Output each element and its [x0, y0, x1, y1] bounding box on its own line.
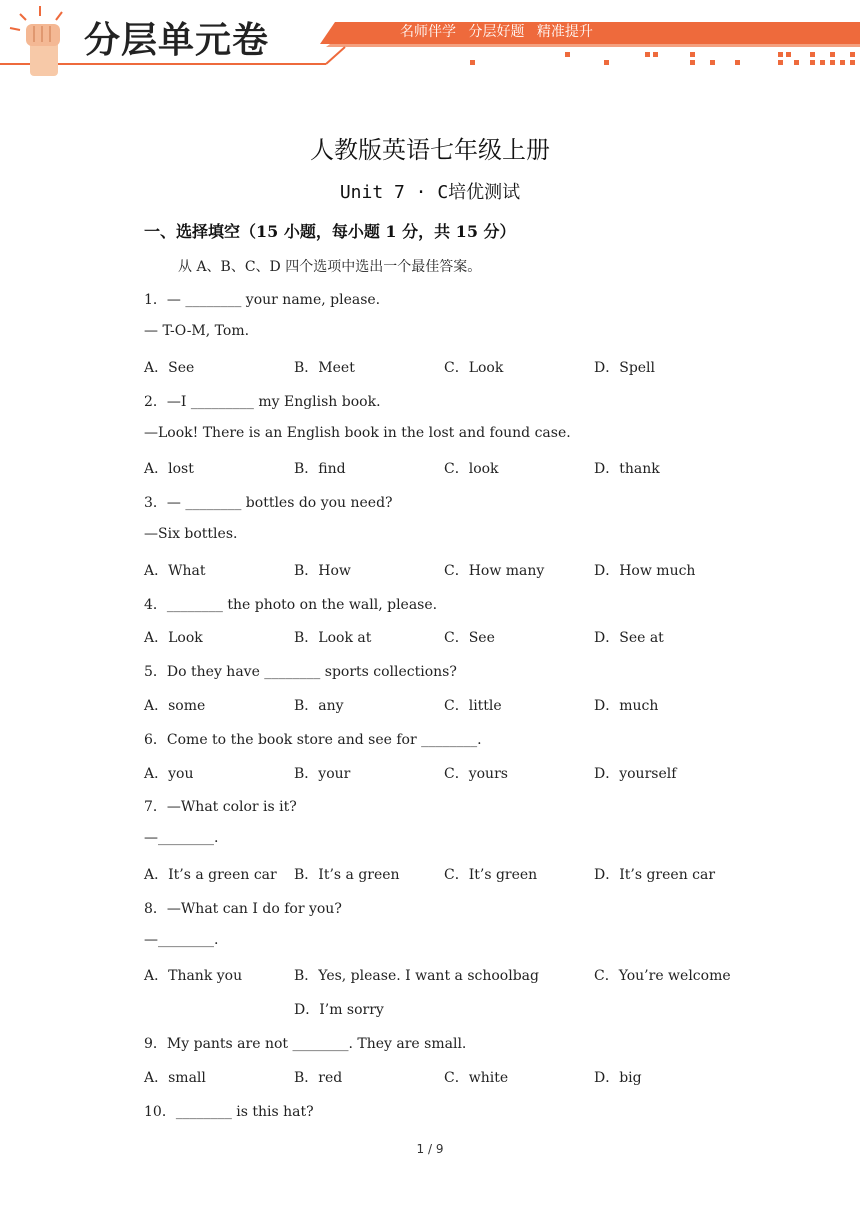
question-1-stem: 1．— ________ your name, please. — [144, 292, 381, 308]
question-5-option-c: C．little — [444, 698, 502, 714]
question-2-option-d: D．thank — [594, 461, 660, 477]
section-instruction: 从 A、B、C、D 四个选项中选出一个最佳答案。 — [178, 259, 482, 275]
question-7-option-a: A．It’s a green car — [144, 867, 277, 883]
question-4-option-c: C．See — [444, 630, 495, 646]
question-8-option-d: D．I’m sorry — [294, 1002, 384, 1018]
question-7-reply: —________. — [144, 830, 219, 846]
section-heading: 一、选择填空（15 小题，每小题 1 分，共 15 分） — [144, 222, 516, 241]
question-5-option-d: D．much — [594, 698, 659, 714]
question-9-option-b: B．red — [294, 1070, 343, 1086]
question-5-stem: 5．Do they have ________ sports collections? — [144, 664, 457, 680]
question-9-stem: 9．My pants are not ________. They are small. — [144, 1036, 467, 1052]
question-3-reply: —Six bottles. — [144, 526, 238, 542]
question-2-reply: —Look! There is an English book in the lost and found case. — [144, 425, 571, 441]
question-8-option-b: B．Yes, please. I want a schoolbag — [294, 968, 539, 984]
question-2-stem: 2．—I _________ my English book. — [144, 394, 381, 410]
question-8-reply: —________. — [144, 932, 219, 948]
question-7-option-c: C．It’s green — [444, 867, 538, 883]
question-10-stem: 10．________ is this hat? — [144, 1104, 314, 1120]
question-6-option-c: C．yours — [444, 766, 508, 782]
question-1-reply: — T-O-M, Tom. — [144, 323, 250, 339]
question-5-option-a: A．some — [144, 698, 206, 714]
brand-slogan: 名师伴学 分层好题 精准提升 — [400, 24, 593, 40]
question-7-option-d: D．It’s green car — [594, 867, 716, 883]
question-4-stem: 4．________ the photo on the wall, please. — [144, 597, 438, 613]
question-1-option-d: D．Spell — [594, 360, 656, 376]
question-3-option-d: D．How much — [594, 563, 696, 579]
fist-icon — [10, 6, 62, 76]
question-2-option-b: B．find — [294, 461, 346, 477]
question-3-stem: 3．— ________ bottles do you need? — [144, 495, 393, 511]
question-3-option-c: C．How many — [444, 563, 545, 579]
question-7-stem: 7．—What color is it? — [144, 799, 297, 815]
question-9-option-d: D．big — [594, 1070, 642, 1086]
question-2-option-c: C．look — [444, 461, 499, 477]
question-6-option-a: A．you — [144, 766, 194, 782]
page-header — [0, 0, 860, 80]
question-7-option-b: B．It’s a green — [294, 867, 400, 883]
question-2-option-a: A．lost — [144, 461, 194, 477]
question-9-option-a: A．small — [144, 1070, 206, 1086]
question-3-option-a: A．What — [144, 563, 206, 579]
question-1-option-c: C．Look — [444, 360, 504, 376]
page-number: 1 / 9 — [416, 1142, 444, 1156]
page-title: 人教版英语七年级上册 — [310, 136, 550, 164]
question-9-option-c: C．white — [444, 1070, 509, 1086]
question-8-option-a: A．Thank you — [144, 968, 243, 984]
page-subtitle: Unit 7 · C培优测试 — [339, 182, 521, 203]
question-6-stem: 6．Come to the book store and see for ________. — [144, 732, 482, 748]
question-3-option-b: B．How — [294, 563, 351, 579]
question-6-option-b: B．your — [294, 766, 351, 782]
question-4-option-b: B．Look at — [294, 630, 372, 646]
brand-title: 分层单元卷 — [84, 20, 270, 61]
question-8-option-c: C．You’re welcome — [594, 968, 731, 984]
question-8-stem: 8．—What can I do for you? — [144, 901, 342, 917]
question-5-option-b: B．any — [294, 698, 344, 714]
question-1-option-b: B．Meet — [294, 360, 355, 376]
question-1-option-a: A．See — [144, 360, 195, 376]
question-4-option-a: A．Look — [144, 630, 203, 646]
question-6-option-d: D．yourself — [594, 766, 677, 782]
question-4-option-d: D．See at — [594, 630, 664, 646]
